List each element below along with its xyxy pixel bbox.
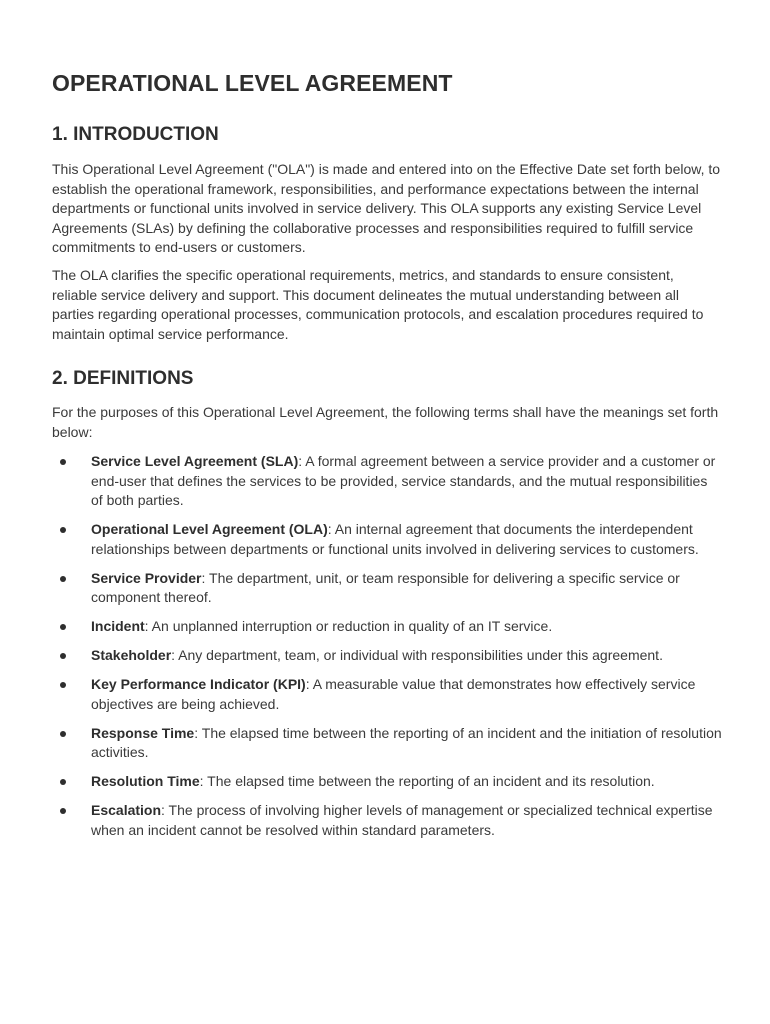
section-heading-introduction: 1. INTRODUCTION xyxy=(52,124,219,145)
definition-item-incident xyxy=(52,617,722,637)
definitions-intro-paragraph: For the purposes of this Operational Level Agreement, the following terms shall have the meanings set forth below: xyxy=(52,404,719,440)
definition-term: Resolution Time xyxy=(91,773,200,789)
definition-term: Service Provider xyxy=(91,569,202,586)
definition-item-resolution-time xyxy=(52,772,722,792)
bullet-icon xyxy=(60,682,66,688)
definitions-list xyxy=(52,452,722,850)
definition-text: : A measurable value that demonstrates how effectively service objectives are being achieved. xyxy=(91,676,696,712)
section-heading-definitions: 2. DEFINITIONS xyxy=(52,368,194,389)
definition-text: : A formal agreement between a service provider and a customer or end-user that defines the services to be provided, service standards, and the mutual responsibilities of both parties. xyxy=(91,453,716,508)
definition-term: Incident xyxy=(91,618,145,634)
bullet-icon xyxy=(60,624,66,630)
bullet-icon xyxy=(60,731,66,737)
definition-term: Operational Level Agreement (OLA) xyxy=(91,521,328,537)
definition-text: : An internal agreement that documents the interdependent relationships between departments or functional units involved in delivering services to customers. xyxy=(91,521,699,557)
definition-item-ola xyxy=(52,520,722,559)
definition-term: Key Performance Indicator (KPI) xyxy=(91,676,306,692)
definition-text: : The department, unit, or team responsible for delivering a specific service or component thereof. xyxy=(91,569,680,605)
bullet-icon xyxy=(60,576,66,582)
definition-term: Service Level Agreement (SLA) xyxy=(91,453,299,469)
bullet-icon xyxy=(60,808,66,814)
definition-item-sla xyxy=(52,452,722,511)
introduction-paragraph-2: The OLA clarifies the specific operational requirements, metrics, and standards to ensure consistent, reliable service delivery and support. This document delineates the mutual understanding between all parties regarding operational processes, communication protocols, and escalation procedures required to maintain optimal service performance. xyxy=(52,267,704,342)
definition-item-escalation xyxy=(52,801,722,840)
definition-text: : Any department, team, or individual with responsibilities under this agreement. xyxy=(171,647,663,663)
definition-text: : The elapsed time between the reporting of an incident and the initiation of resolution activities. xyxy=(91,724,722,760)
definition-term: Escalation xyxy=(91,802,162,818)
definition-term: Stakeholder xyxy=(91,647,172,663)
definition-item-kpi xyxy=(52,675,722,714)
definition-item-service-provider xyxy=(52,569,722,608)
definition-text: : The process of involving higher levels of management or specialized technical expertise when an incident cannot be resolved within standard parameters. xyxy=(91,802,713,838)
definition-item-stakeholder xyxy=(52,646,722,666)
definition-text: : An unplanned interruption or reduction in quality of an IT service. xyxy=(144,618,553,634)
bullet-icon xyxy=(60,653,66,659)
document-title: OPERATIONAL LEVEL AGREEMENT xyxy=(52,70,453,96)
introduction-paragraph-1: This Operational Level Agreement ("OLA") is made and entered into on the Effective Date set forth below, to establish the operational framework, responsibilities, and performance expectations between the internal departments or functional units involved in service delivery. This OLA supports any existing Service Level Agreements (SLAs) by defining the collaborative processes and responsibilities required to fulfill service commitments to end-users or customers. xyxy=(52,161,721,255)
bullet-icon xyxy=(60,527,66,533)
definition-text: : The elapsed time between the reporting of an incident and its resolution. xyxy=(199,773,655,789)
bullet-icon xyxy=(60,779,66,785)
bullet-icon xyxy=(60,459,66,465)
definition-term: Response Time xyxy=(91,724,195,741)
definition-item-response-time xyxy=(52,724,722,763)
